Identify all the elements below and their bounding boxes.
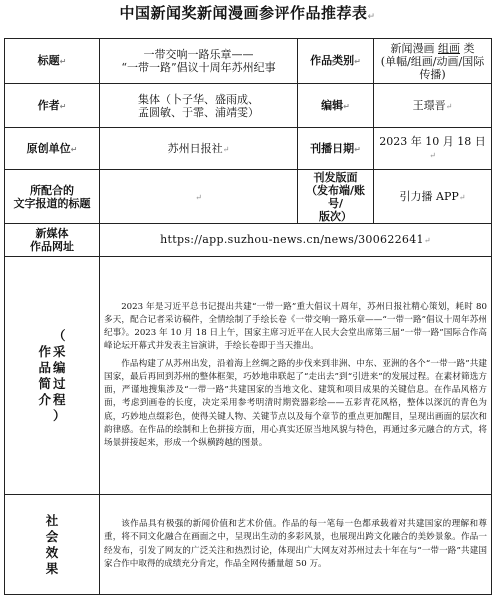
row-media [5,224,492,257]
date-label-cell: 刊播日期↵ [298,128,374,170]
editor-value-cell: 王璟晋↵ [374,84,492,128]
related-label-cell: 所配合的 文字报道的标题 [5,170,100,224]
row-related [5,170,492,224]
row-intro [5,257,492,495]
unit-label-cell: 原创单位↵ [5,128,100,170]
page-value-cell: 引力播 APP↵ [374,170,492,224]
author-label-cell: 作者↵ [5,84,100,128]
effect-label-cell [5,495,100,595]
title-label-cell: 标题↵ [5,39,100,84]
related-value-cell: ↵ [100,170,298,224]
effect-label: 社 会 效 果 [45,512,59,576]
intro-note: （ 采 编 过 程 ） [53,327,66,423]
intro-label-cell [5,257,100,495]
author-line-2: 孟圆敏、于霏、浦靖雯） [138,105,259,119]
title-value-cell [100,39,298,84]
title-line-1: 一带交响一路乐章—— [143,48,254,61]
effect-body-cell [100,495,492,595]
intro-paragraph-1: 2023 年是习近平总书记提出共建“一带一路”重大倡议十周年，苏州日报社精心策划，耗时 80 多天，配合记者采访稿件，全情绘制了手绘长卷《一带交响一路乐章——“一带一路”倡议十周年苏州纪事》。2023 年 10 月 18 日上午，国家主席习近平在人民大会堂出席第三届“一带一路”国际合作高峰论坛开幕式并发表主旨演讲，手绘长卷即于当天推出。 [104,301,487,352]
intro-body-cell [100,257,492,495]
media-label-cell: 新媒体 作品网址 [5,224,100,257]
category-selected: 组画 [438,41,460,55]
editor-label-cell: 编辑↵ [298,84,374,128]
category-value-cell: 新闻漫画 组画 类 (单幅/组画/动画/国际传播) [374,39,492,84]
recommendation-form [4,38,492,595]
effect-paragraph-1: 该作品具有极强的新闻价值和艺术价值。作品的每一笔每一色都承载着对共建国家的理解和尊重，将不同文化融合在画面之中，呈现出生动的多彩风景，也展现出跨文化融合的美妙景象。作品一经发布，引发了网友的广泛关注和热烈讨论，体现出广大网友对苏州过去十年在与“一带一路”共建国家合作中取得的成绩充分肯定，作品全网传播量超 50 万。 [104,519,487,569]
author-value-cell [100,84,298,128]
row-unit [5,128,492,170]
row-author [5,84,492,128]
row-title [5,39,492,84]
page-label-cell: 刊发版面 （发布端/账号/ 版次） [298,170,374,224]
unit-value-cell: 苏州日报社↵ [100,128,298,170]
title-line-2: “一带一路”倡议十周年苏州纪事 [121,61,276,74]
category-options: (单幅/组画/动画/国际传播) [380,54,485,81]
category-label-cell: 作品类别↵ [298,39,374,84]
page-title: 中国新闻奖新闻漫画参评作品推荐表↵ [119,4,376,22]
intro-label: 作 品 简 介 [38,343,51,407]
paragraph-mark: ↵ [367,12,376,22]
row-effect [5,495,492,595]
author-line-1: 集体（卜子华、盛雨成、 [138,92,259,106]
date-value-cell: 2023 年 10 月 18 日↵ [374,128,492,170]
intro-paragraph-2: 作品构建了从苏州出发，沿着海上丝绸之路的步伐来到非洲、中东、亚洲的各个“一带一路”共建国家，最后再回到苏州的整体框架，巧妙地串联起了“走出去”到“引进来”的发展过程。在素材筛选方面，严谨地搜集涉及“一带一路”共建国家的当地文化、建筑和项目成果的关键信息。在作品风格方面，考虑到画卷的长度，决定采用参考明清时期瓷器彩绘——五彩青花风格，整体以深沉的青色为底，巧妙地点缀彩色，使得关键人物、关键节点以及每个章节的重点更加醒目，呈现出画面的层次和韵律感。在作品的绘制和上色拼接方面，用心真实还原当地风貌与特色，再通过多元融合的方式，将场景拼接起来，形成一个纵横跨越的图景。 [104,358,487,448]
media-url-link[interactable]: https://app.suzhou-news.cn/news/300622641 [160,233,424,246]
media-url-cell: https://app.suzhou-news.cn/news/300622641↵ [100,224,492,257]
